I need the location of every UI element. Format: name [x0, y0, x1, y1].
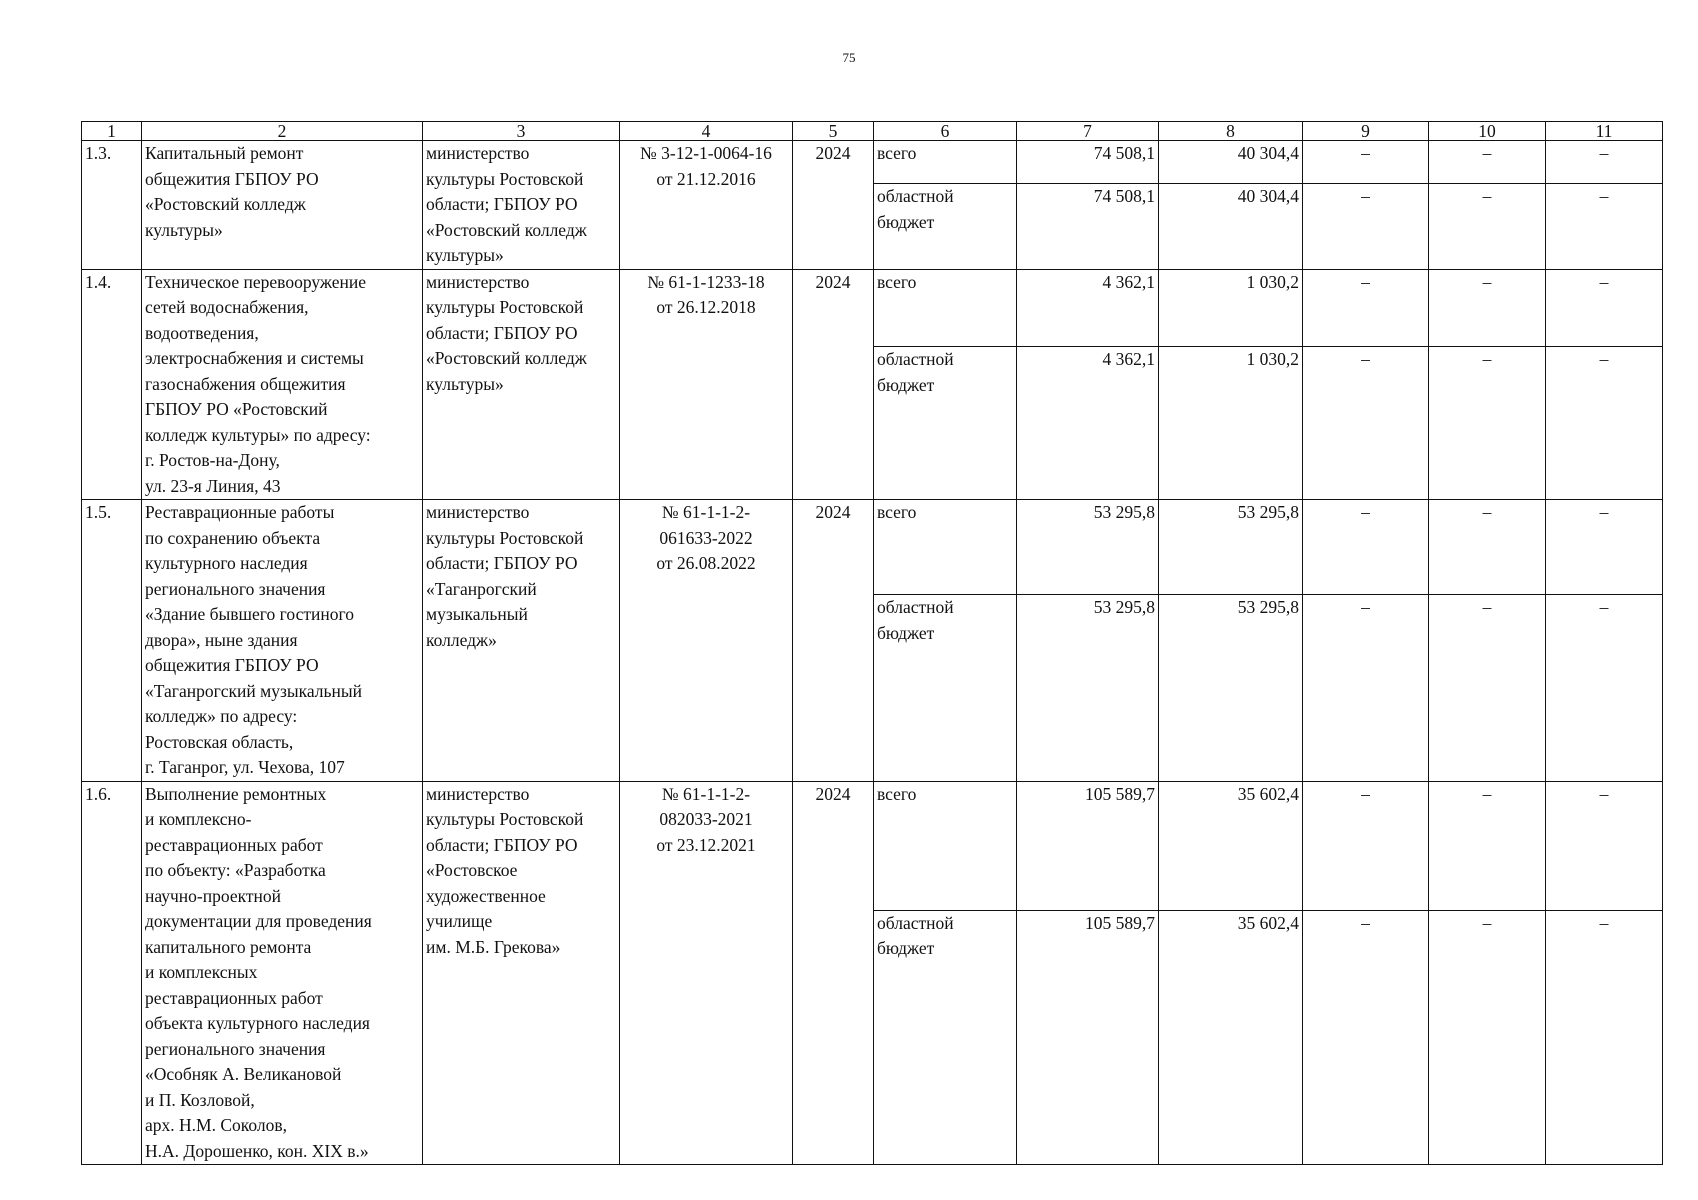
- value-col11: –: [1546, 269, 1663, 347]
- item-organization: министерство культуры Ростовской области; ГБПОУ РО «Ростовское художественное училище им. М.Б. Грекова»: [423, 781, 620, 1165]
- budget-table: [81, 121, 1663, 1165]
- value-col8: 40 304,4: [1159, 141, 1303, 184]
- column-header: 4: [620, 122, 793, 141]
- column-header: 9: [1303, 122, 1429, 141]
- page-number: 75: [842, 50, 856, 65]
- value-col11: –: [1546, 347, 1663, 500]
- value-col8: 53 295,8: [1159, 500, 1303, 595]
- column-header: 8: [1159, 122, 1303, 141]
- table-header-row: [82, 122, 1663, 141]
- value-col7: 53 295,8: [1017, 500, 1159, 595]
- value-col8: 40 304,4: [1159, 184, 1303, 269]
- value-col7: 4 362,1: [1017, 269, 1159, 347]
- value-col8: 1 030,2: [1159, 347, 1303, 500]
- item-name: Капитальный ремонт общежития ГБПОУ РО «Ростовский колледж культуры»: [142, 141, 423, 270]
- item-number: 1.5.: [82, 500, 142, 782]
- table-row: [82, 781, 1663, 910]
- item-document: № 61-1-1-2- 082033-2021 от 23.12.2021: [620, 781, 793, 1165]
- funding-source: всего: [874, 141, 1017, 184]
- value-col7: 4 362,1: [1017, 347, 1159, 500]
- item-number: 1.3.: [82, 141, 142, 270]
- value-col7: 105 589,7: [1017, 910, 1159, 1164]
- value-col11: –: [1546, 184, 1663, 269]
- funding-source: всего: [874, 500, 1017, 595]
- value-col9: –: [1303, 595, 1429, 781]
- value-col9: –: [1303, 141, 1429, 184]
- value-col11: –: [1546, 141, 1663, 184]
- table-row: [82, 269, 1663, 347]
- value-col10: –: [1429, 269, 1546, 347]
- funding-source: областной бюджет: [874, 910, 1017, 1164]
- item-number: 1.4.: [82, 269, 142, 500]
- column-header: 11: [1546, 122, 1663, 141]
- table-row: [82, 141, 1663, 184]
- value-col11: –: [1546, 781, 1663, 910]
- funding-source: всего: [874, 269, 1017, 347]
- column-header: 5: [793, 122, 874, 141]
- value-col8: 53 295,8: [1159, 595, 1303, 781]
- value-col7: 74 508,1: [1017, 141, 1159, 184]
- funding-source: всего: [874, 781, 1017, 910]
- value-col11: –: [1546, 910, 1663, 1164]
- value-col10: –: [1429, 184, 1546, 269]
- value-col9: –: [1303, 910, 1429, 1164]
- value-col10: –: [1429, 781, 1546, 910]
- funding-source: областной бюджет: [874, 184, 1017, 269]
- item-name: Техническое перевооружение сетей водоснабжения, водоотведения, электроснабжения и системы газоснабжения общежития ГБПОУ РО «Ростовский колледж культуры» по адресу: г. Ростов-на-Дону, ул. 23-я Линия, 43: [142, 269, 423, 500]
- item-name: Выполнение ремонтных и комплексно- реставрационных работ по объекту: «Разработка научно-проектной документации для проведения капитального ремонта и комплексных реставрационных работ объекта культурного наследия регионального значения «Особняк А. Великановой и П. Козловой, арх. Н.М. Соколов, Н.А. Дорошенко, кон. XIX в.»: [142, 781, 423, 1165]
- value-col9: –: [1303, 347, 1429, 500]
- item-organization: министерство культуры Ростовской области; ГБПОУ РО «Ростовский колледж культуры»: [423, 269, 620, 500]
- item-organization: министерство культуры Ростовской области; ГБПОУ РО «Таганрогский музыкальный колледж»: [423, 500, 620, 782]
- value-col7: 74 508,1: [1017, 184, 1159, 269]
- item-organization: министерство культуры Ростовской области; ГБПОУ РО «Ростовский колледж культуры»: [423, 141, 620, 270]
- item-name: Реставрационные работы по сохранению объекта культурного наследия регионального значения «Здание бывшего гостиного двора», ныне здания общежития ГБПОУ РО «Таганрогский музыкальный колледж» по адресу: Ростовская область, г. Таганрог, ул. Чехова, 107: [142, 500, 423, 782]
- column-header: 7: [1017, 122, 1159, 141]
- column-header: 10: [1429, 122, 1546, 141]
- column-header: 3: [423, 122, 620, 141]
- value-col10: –: [1429, 910, 1546, 1164]
- value-col11: –: [1546, 500, 1663, 595]
- value-col10: –: [1429, 595, 1546, 781]
- item-document: № 61-1-1233-18 от 26.12.2018: [620, 269, 793, 500]
- item-number: 1.6.: [82, 781, 142, 1165]
- value-col9: –: [1303, 184, 1429, 269]
- value-col10: –: [1429, 500, 1546, 595]
- item-document: № 3-12-1-0064-16 от 21.12.2016: [620, 141, 793, 270]
- value-col9: –: [1303, 500, 1429, 595]
- value-col7: 105 589,7: [1017, 781, 1159, 910]
- value-col10: –: [1429, 347, 1546, 500]
- value-col9: –: [1303, 269, 1429, 347]
- column-header: 2: [142, 122, 423, 141]
- item-year: 2024: [793, 269, 874, 500]
- column-header: 1: [82, 122, 142, 141]
- value-col11: –: [1546, 595, 1663, 781]
- item-document: № 61-1-1-2- 061633-2022 от 26.08.2022: [620, 500, 793, 782]
- column-header: 6: [874, 122, 1017, 141]
- item-year: 2024: [793, 500, 874, 782]
- table-row: [82, 500, 1663, 595]
- value-col8: 1 030,2: [1159, 269, 1303, 347]
- item-year: 2024: [793, 781, 874, 1165]
- item-year: 2024: [793, 141, 874, 270]
- value-col10: –: [1429, 141, 1546, 184]
- funding-source: областной бюджет: [874, 595, 1017, 781]
- value-col7: 53 295,8: [1017, 595, 1159, 781]
- value-col9: –: [1303, 781, 1429, 910]
- value-col8: 35 602,4: [1159, 910, 1303, 1164]
- value-col8: 35 602,4: [1159, 781, 1303, 910]
- funding-source: областной бюджет: [874, 347, 1017, 500]
